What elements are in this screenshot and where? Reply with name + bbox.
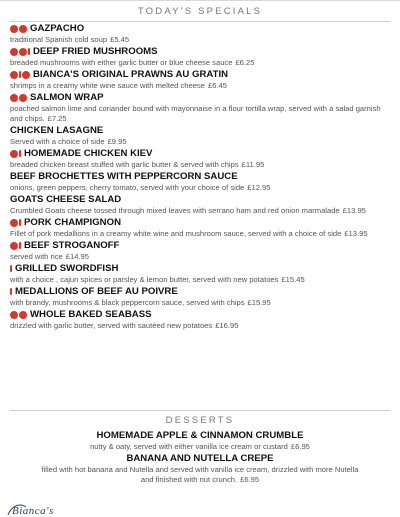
specials-item <box>10 45 390 68</box>
dietary-g-icon <box>10 150 18 158</box>
specials-item-desc-text: breaded chicken breast stuffed with garlic butter & served with chips <box>10 160 239 169</box>
dietary-badges <box>10 150 22 158</box>
specials-item <box>10 239 390 262</box>
specials-item-name <box>10 262 390 275</box>
specials-item-price: £6.25 <box>235 58 255 67</box>
dietary-v-icon <box>19 48 27 56</box>
specials-item-title: GOATS CHEESE SALAD <box>10 194 122 205</box>
specials-item-description <box>10 321 390 331</box>
specials-item-price: £15.95 <box>247 298 271 307</box>
dietary-badges <box>10 48 31 56</box>
specials-item-description <box>10 252 390 262</box>
specials-item-price: £13.95 <box>344 229 368 238</box>
dietary-badges <box>10 94 28 102</box>
specials-item-name <box>10 308 390 321</box>
dietary-badges <box>10 242 22 250</box>
specials-item <box>10 216 390 239</box>
specials-item-desc-text: breaded mushrooms with either garlic butter or blue cheese sauce <box>10 58 233 67</box>
specials-item-title: GAZPACHO <box>30 23 85 34</box>
dietary-vegan-icon <box>10 25 18 33</box>
specials-item-description <box>10 81 390 91</box>
specials-item-name <box>10 45 390 58</box>
specials-item-price: £7.25 <box>47 114 67 123</box>
specials-item <box>10 285 390 308</box>
specials-item-price: £11.95 <box>241 160 265 169</box>
specials-item-title: PORK CHAMPIGNON <box>24 217 122 228</box>
specials-item-name <box>10 216 390 229</box>
specials-item-title: GRILLED SWORDFISH <box>15 263 119 274</box>
dietary-gf-icon <box>10 265 12 272</box>
specials-item-name <box>10 147 390 160</box>
dietary-v-icon <box>19 25 27 33</box>
dietary-vegan-icon <box>10 48 18 56</box>
specials-item-name <box>10 68 390 81</box>
specials-item-name <box>10 285 390 298</box>
specials-item-title: DEEP FRIED MUSHROOMS <box>33 46 158 57</box>
desserts-item-title: BANANA AND NUTELLA CREPE <box>126 453 274 464</box>
specials-item-desc-text: Crumbled Goats cheese tossed through mixed leaves with serrano ham and red onion marmalade <box>10 206 340 215</box>
specials-item <box>10 193 390 216</box>
specials-item-desc-text: Served with a choice of side <box>10 137 105 146</box>
specials-item-desc-text: traditional Spanish cold soup <box>10 35 108 44</box>
specials-item <box>10 124 390 147</box>
specials-item-desc-text: onions, green peppers, cherry tomato, served with your choice of side <box>10 183 245 192</box>
specials-item-title: MEDALLIONS OF BEEF AU POIVRE <box>15 286 178 297</box>
specials-item-title: WHOLE BAKED SEABASS <box>30 309 152 320</box>
specials-item-description <box>10 275 390 285</box>
specials-item-desc-text: poached salmon lime and coriander bound with mayonnaise in a flour tortilla wrap, served with a salad garnish and chips. <box>10 104 381 123</box>
dietary-gf-icon <box>10 288 12 295</box>
specials-item-price: £13.95 <box>342 206 366 215</box>
dietary-gf-icon <box>19 242 21 249</box>
specials-item-title: BIANCA'S ORIGINAL PRAWNS AU GRATIN <box>33 69 229 80</box>
specials-item-title: BEEF STROGANOFF <box>24 240 120 251</box>
desserts-item-description <box>0 442 400 452</box>
dietary-g-icon <box>10 311 18 319</box>
specials-list <box>10 22 390 331</box>
dietary-gf-icon <box>19 71 21 78</box>
dietary-g-icon <box>10 219 18 227</box>
dietary-g-icon <box>10 94 18 102</box>
specials-item-description <box>10 160 390 170</box>
specials-item-name <box>10 124 390 137</box>
specials-item <box>10 68 390 91</box>
dietary-g-icon <box>10 71 18 79</box>
specials-item <box>10 147 390 170</box>
desserts-item-description <box>0 465 400 485</box>
divider <box>10 410 390 411</box>
specials-item-description <box>10 183 390 193</box>
dietary-badges <box>10 25 28 33</box>
dietary-badges <box>10 71 31 79</box>
desserts-list <box>0 429 400 485</box>
specials-item-desc-text: Fillet of pork medallions in a creamy white wine and mushroom sauce, served with a choice of side <box>10 229 342 238</box>
dietary-badges <box>10 288 13 295</box>
dietary-gf-icon <box>19 219 21 226</box>
specials-item-price: £9.95 <box>107 137 127 146</box>
specials-item-name <box>10 170 390 183</box>
desserts-item <box>0 429 400 452</box>
desserts-item-price: £6.95 <box>240 475 260 484</box>
desserts-item-name <box>0 429 400 442</box>
specials-item-desc-text: with brandy, mushrooms & black peppercorn sauce, served with chips <box>10 298 245 307</box>
specials-item <box>10 170 390 193</box>
specials-item-description <box>10 229 390 239</box>
specials-item-description <box>10 137 390 147</box>
top-border <box>0 0 400 1</box>
desserts-item-name <box>0 452 400 465</box>
dietary-d-icon <box>22 71 30 79</box>
specials-heading: TODAY'S SPECIALS <box>137 6 263 17</box>
specials-item <box>10 22 390 45</box>
specials-item-description <box>10 104 390 124</box>
specials-item <box>10 91 390 124</box>
specials-item-name <box>10 193 390 206</box>
specials-item-desc-text: with a choice , cajun spices or parsley & lemon butter, served with new potatoes <box>10 275 279 284</box>
dietary-gf-icon <box>28 48 30 55</box>
dietary-gf-icon <box>19 150 21 157</box>
desserts-item-desc-text: nutty & oaty, served with either vanilla ice cream or custard <box>90 442 288 451</box>
specials-item-price: £6.45 <box>208 81 228 90</box>
specials-item-name <box>10 239 390 252</box>
specials-item-desc-text: served with rice <box>10 252 63 261</box>
specials-item-description <box>10 58 390 68</box>
dietary-badges <box>10 219 22 227</box>
desserts-item-price: £6.95 <box>290 442 310 451</box>
specials-item-price: £14.95 <box>65 252 89 261</box>
specials-item-price: £16.95 <box>215 321 239 330</box>
desserts-item-title: HOMEMADE APPLE & CINNAMON CRUMBLE <box>96 430 304 441</box>
specials-item-price: £15.45 <box>281 275 305 284</box>
specials-item-desc-text: drizzled with garlic butter, served with sautéed new potatoes <box>10 321 213 330</box>
specials-item-description <box>10 206 390 216</box>
specials-item-price: £5.45 <box>110 35 130 44</box>
dietary-d-icon <box>19 311 27 319</box>
specials-item-title: CHICKEN LASAGNE <box>10 125 104 136</box>
specials-item-name <box>10 22 390 35</box>
specials-item-title: SALMON WRAP <box>30 92 104 103</box>
desserts-item-desc-text: filled with hot banana and Nutella and served with vanilla ice cream, drizzled with more Nutella and finished with nut crunch. <box>41 465 359 484</box>
specials-item-title: BEEF BROCHETTES WITH PEPPERCORN SAUCE <box>10 171 238 182</box>
specials-item <box>10 262 390 285</box>
restaurant-logo: Bianca's <box>12 505 54 517</box>
desserts-heading: DESSERTS <box>165 415 235 426</box>
dietary-d-icon <box>19 94 27 102</box>
dietary-g-icon <box>10 242 18 250</box>
specials-item-desc-text: shrimps in a creamy white wine sauce with melted cheese <box>10 81 205 90</box>
specials-item-description <box>10 35 390 45</box>
specials-item-name <box>10 91 390 104</box>
specials-item <box>10 308 390 331</box>
dietary-badges <box>10 311 28 319</box>
dietary-badges <box>10 265 13 272</box>
specials-item-description <box>10 298 390 308</box>
specials-item-price: £12.95 <box>247 183 271 192</box>
specials-item-title: HOMEMADE CHICKEN KIEV <box>24 148 153 159</box>
desserts-item <box>0 452 400 485</box>
